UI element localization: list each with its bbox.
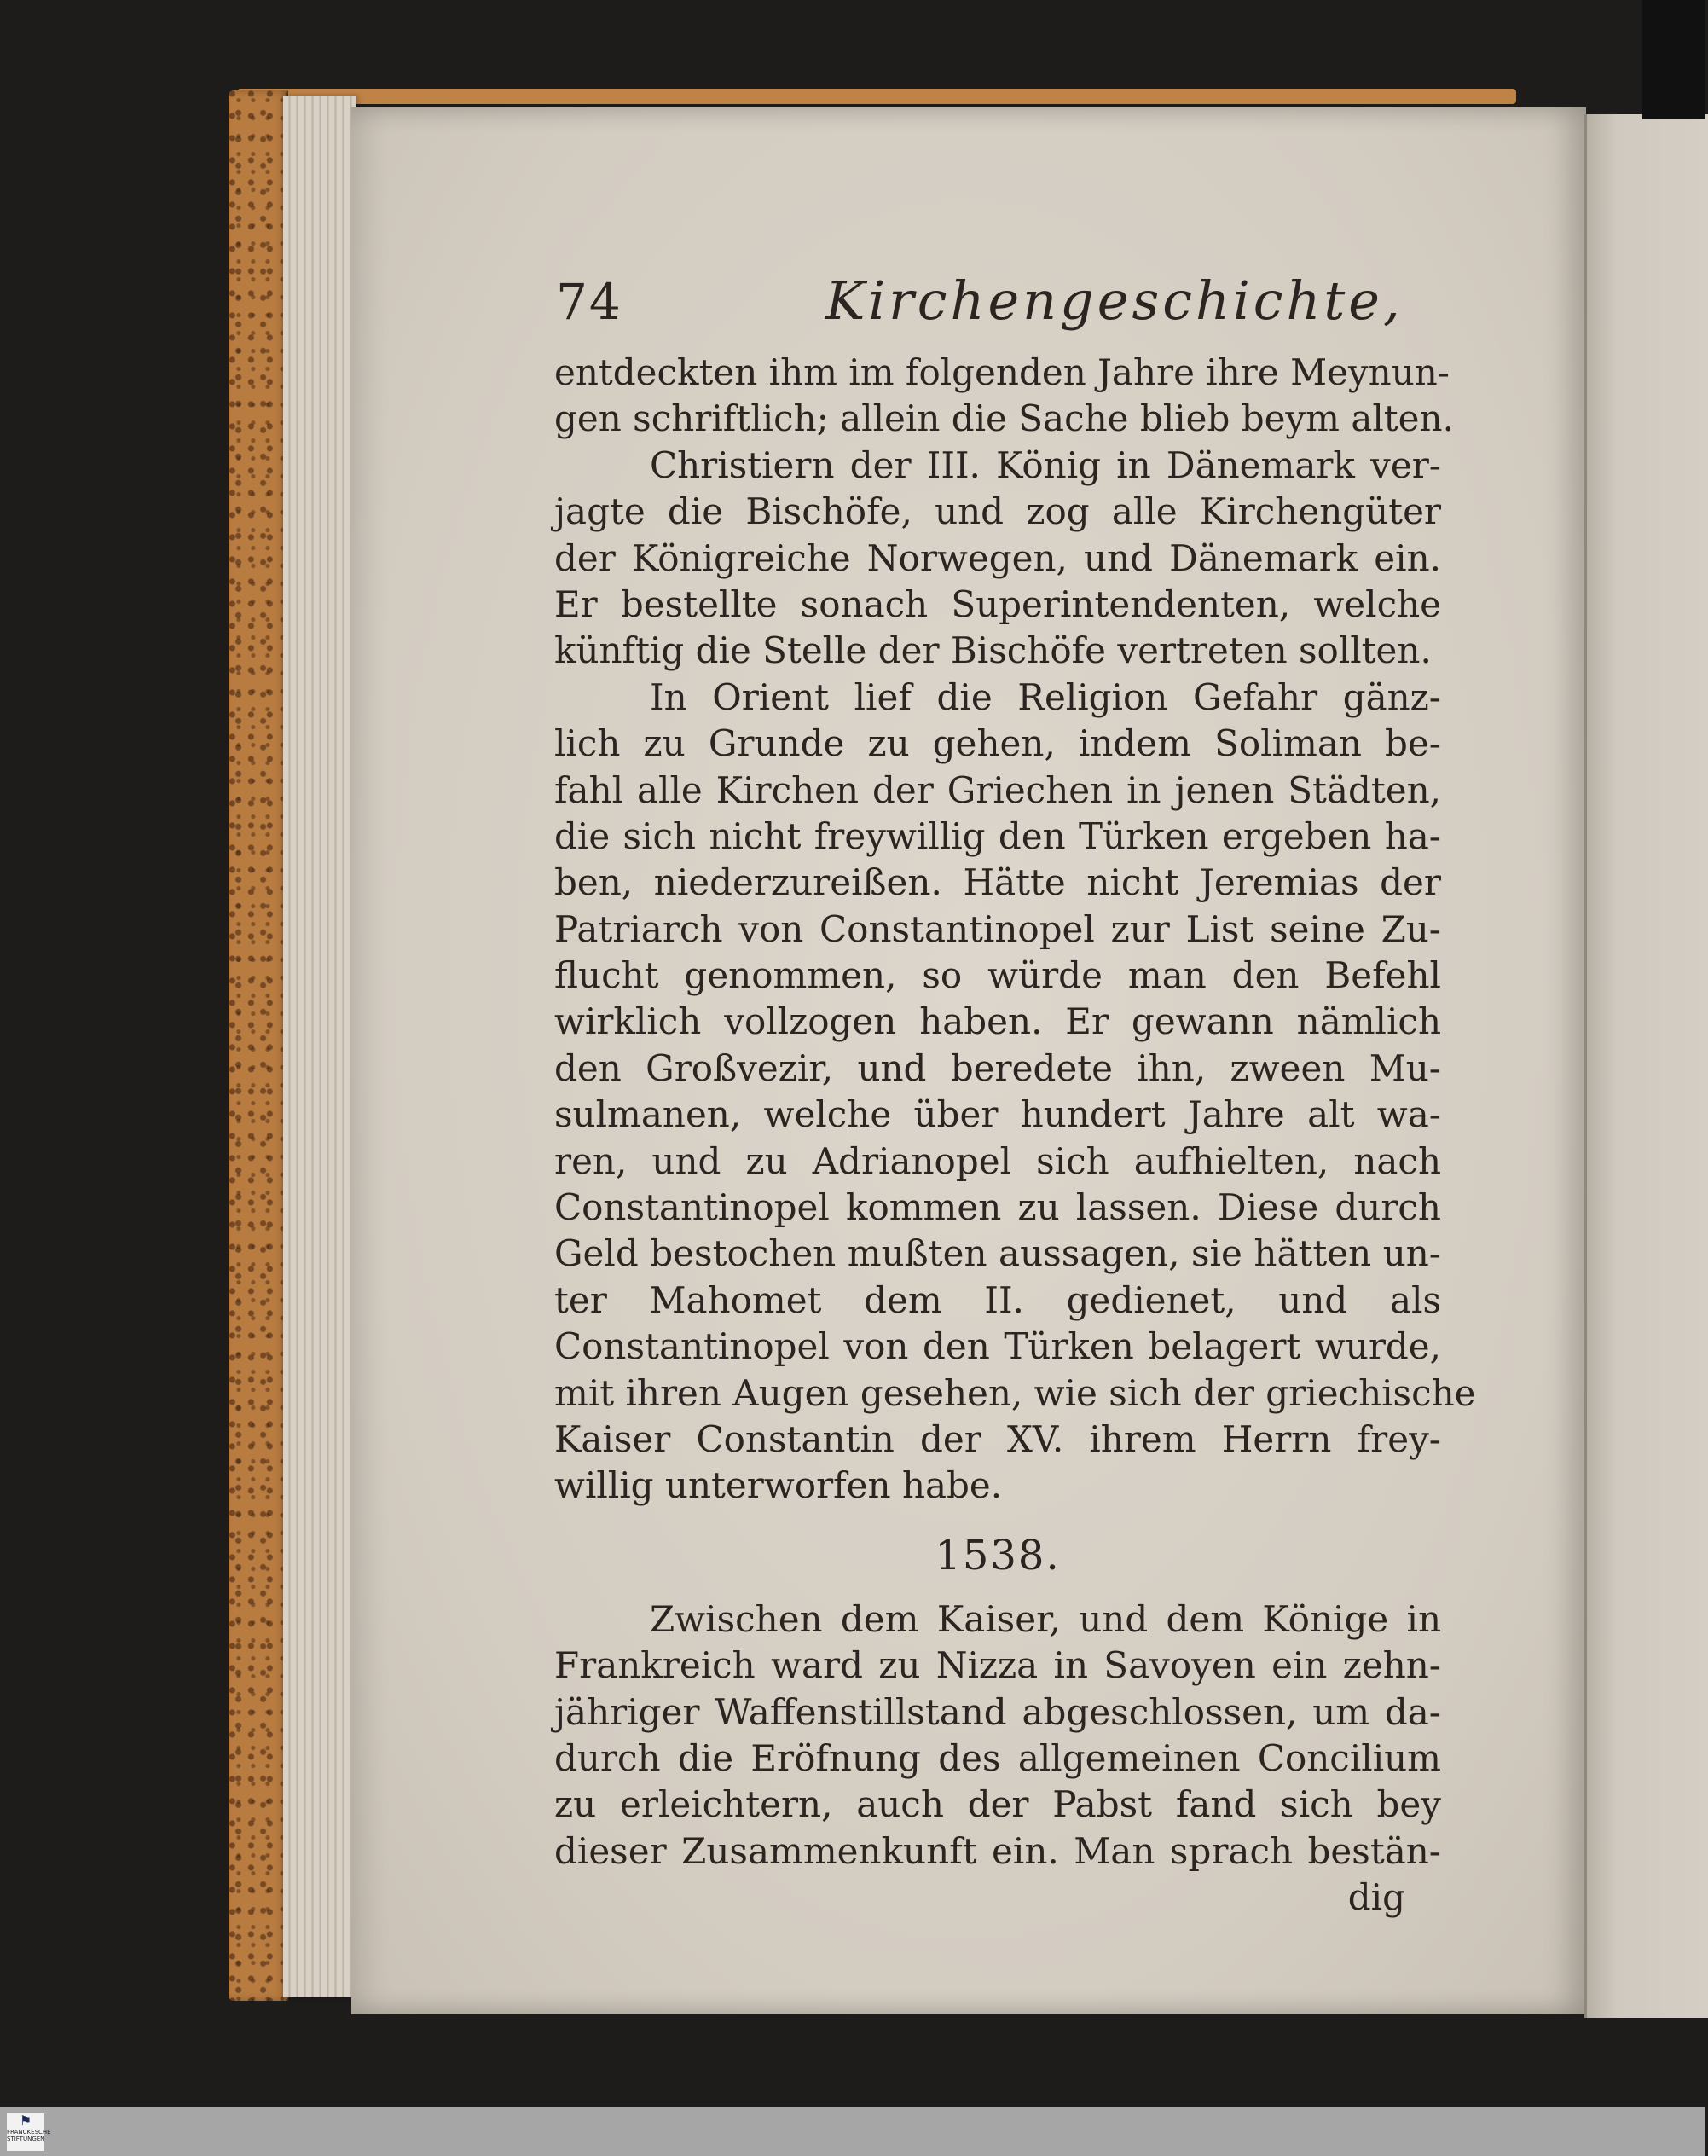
paragraph-1	[554, 350, 1476, 1510]
text-line: Frankreich ward zu Nizza in Savoyen ein zehn-	[554, 1644, 1441, 1687]
viewer-footer-bar	[0, 2107, 1705, 2156]
text-line: Er bestellte sonach Superintendenten, welche	[554, 582, 1441, 625]
page-header	[554, 256, 1441, 350]
text-line: willig unterworfen habe.	[554, 1464, 1003, 1507]
book-cover-board	[229, 90, 288, 2001]
text-line: jähriger Waffenstillstand abgeschlossen, um da-	[554, 1690, 1441, 1733]
text-line: ren, und zu Adrianopel sich aufhielten, nach	[554, 1139, 1441, 1182]
text-line: Patriarch von Constantinopel zur List seine Zu-	[554, 907, 1441, 950]
text-line: mit ihren Augen gesehen, wie sich der griechische	[554, 1371, 1476, 1414]
text-line: zu erleichtern, auch der Pabst fand sich bey	[554, 1783, 1441, 1826]
text-line: sulmanen, welche über hundert Jahre alt wa-	[554, 1093, 1441, 1136]
text-line: der Königreiche Norwegen, und Dänemark ein.	[554, 536, 1441, 579]
text-line: dieser Zusammenkunft ein. Man sprach bestän-	[554, 1829, 1441, 1872]
catchword: dig	[1347, 1876, 1405, 1919]
facing-page	[1584, 114, 1708, 2018]
page-text	[554, 256, 1476, 1921]
page-edges	[283, 96, 356, 1997]
text-line: Zwischen dem Kaiser, und dem Könige in	[650, 1597, 1441, 1640]
text-line: wirklich vollzogen haben. Er gewann nämlich	[554, 1000, 1441, 1043]
text-line: gen schriftlich; allein die Sache blieb beym alten.	[554, 397, 1454, 440]
paragraph-2	[554, 1597, 1441, 1921]
text-line: ter Mahomet dem II. gedienet, und als	[554, 1278, 1441, 1321]
text-line: durch die Eröfnung des allgemeinen Concilium	[554, 1736, 1441, 1779]
text-line: Kaiser Constantin der XV. ihrem Herrn frey-	[554, 1417, 1441, 1460]
background-corner	[1642, 0, 1705, 119]
text-line: Constantinopel von den Türken belagert wurde,	[554, 1325, 1441, 1368]
building-icon: ⚑	[19, 2113, 32, 2129]
book-cover-top-edge	[237, 89, 1516, 104]
text-line: die sich nicht freywillig den Türken ergeben ha-	[554, 814, 1441, 857]
text-line: den Großvezir, und beredete ihn, zween Mu-	[554, 1046, 1441, 1089]
running-title: Kirchengeschichte,	[825, 270, 1404, 332]
text-line: lich zu Grunde zu gehen, indem Soliman be-	[554, 722, 1441, 765]
text-line: Christiern der III. König in Dänemark ver-	[650, 443, 1441, 486]
text-line: fahl alle Kirchen der Griechen in jenen Städten,	[554, 768, 1441, 811]
text-line: Constantinopel kommen zu lassen. Diese durch	[554, 1186, 1441, 1229]
text-line: Geld bestochen mußten aussagen, sie hätten un-	[554, 1232, 1441, 1275]
text-line: flucht genommen, so würde man den Befehl	[554, 954, 1441, 997]
institution-logo	[7, 2113, 51, 2151]
text-line: In Orient lief die Religion Gefahr gänz-	[650, 675, 1441, 718]
text-line: ben, niederzureißen. Hätte nicht Jeremias der	[554, 861, 1441, 904]
text-line: jagte die Bischöfe, und zog alle Kirchengüter	[554, 490, 1441, 533]
logo-text: FRANCKESCHE STIFTUNGEN	[7, 2129, 51, 2142]
text-line: künftig die Stelle der Bischöfe vertreten sollten.	[554, 629, 1432, 672]
text-line: entdeckten ihm im folgenden Jahre ihre Meynun-	[554, 351, 1450, 393]
year-heading: 1538.	[935, 1531, 1061, 1579]
page-number: 74	[556, 273, 622, 331]
